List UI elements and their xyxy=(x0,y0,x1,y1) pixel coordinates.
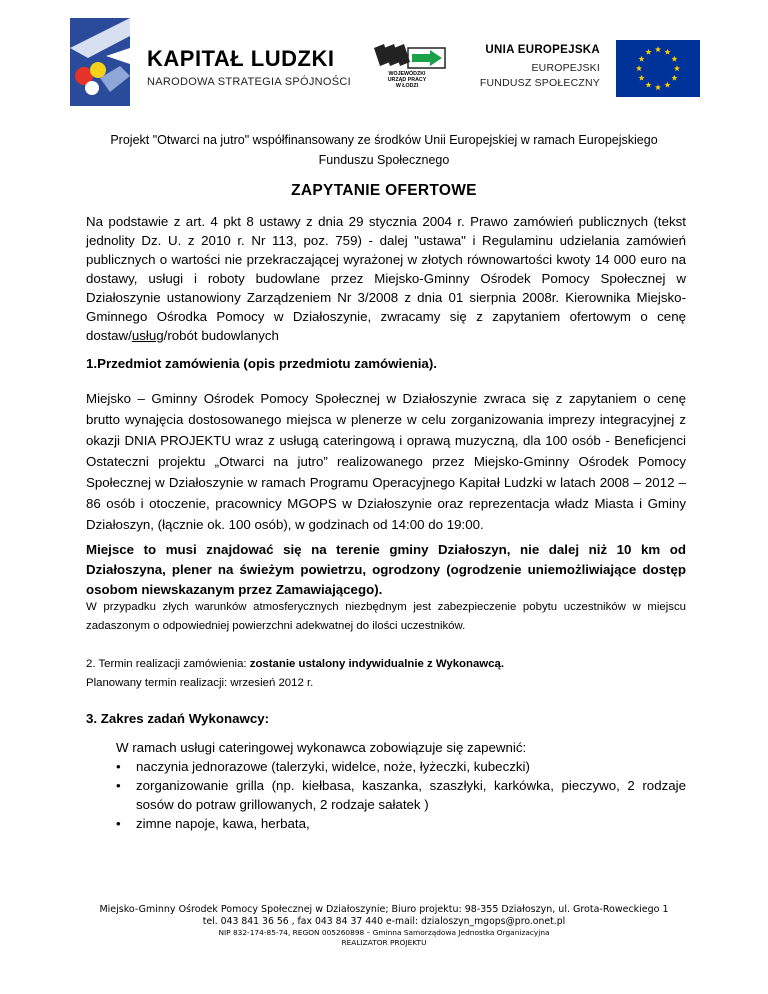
wup-line-1: WOJEWÓDZKI xyxy=(388,71,426,77)
footer-line-1: Miejsko-Gminny Ośrodek Pomocy Społecznej w Działoszynie; Biuro projektu: 98-355 Działoszyn, ul. Grota-Roweckiego 1 xyxy=(99,904,669,915)
document-title: ZAPYTANIE OFERTOWE xyxy=(291,182,477,199)
wup-lodz-logo xyxy=(368,44,446,94)
kapital-ludzki-emblem-icon xyxy=(70,18,130,106)
ue-line-2: FUNDUSZ SPOŁECZNY xyxy=(479,77,600,89)
list-item xyxy=(116,757,686,776)
kapital-ludzki-logo xyxy=(70,18,351,108)
wup-line-2: URZĄD PRACY xyxy=(387,77,427,83)
wup-name xyxy=(368,71,446,89)
eu-flag-icon xyxy=(616,40,700,97)
footer-line-2: tel. 043 841 36 56 , fax 043 84 37 440 e-mail: dzialoszyn_mgops@pro.onet.pl xyxy=(202,916,566,927)
bullet-icon: • xyxy=(116,816,121,831)
ue-efs-logo xyxy=(470,40,700,100)
intro-paragraph xyxy=(86,212,686,345)
intro-underlined-services: usług xyxy=(131,328,164,343)
term-value: zostanie ustalony indywidualnie z Wykonawcą. xyxy=(249,658,505,670)
bullet-icon: • xyxy=(116,778,121,793)
section-3-heading: 3. Zakres zadań Wykonawcy: xyxy=(86,711,270,726)
list-item-text: zimne napoje, kawa, herbata, xyxy=(136,816,310,831)
list-item xyxy=(116,776,686,814)
planned-term: Planowany termin realizacji: wrzesień 2012 r. xyxy=(86,677,314,689)
section-2-term xyxy=(86,655,504,693)
section-3-scope xyxy=(116,738,686,833)
kapital-ludzki-title: KAPITAŁ LUDZKI xyxy=(147,46,335,71)
footer-line-3: NIP 832-174-85-74, REGON 005260898 – Gminna Samorządowa Jednostka Organizacyjna xyxy=(218,928,550,937)
section-1-description: Miejsko – Gminny Ośrodek Pomocy Społecznej w Działoszynie zwraca się z zapytaniem o cenę brutto wynajęcia dostosowanego miejsca w plenerze w celu zorganizowania imprezy integracyjnej z okazji DNIA PROJEKTU wraz z usługą cateringową i oprawą muzyczną, dla 100 osób - Beneficjenci Ostateczni projektu „Otwarci na jutro” realizowanego przez Miejsko-Gminny Ośrodek Pomocy Społecznej w Działoszynie w ramach Programu Operacyjnego Kapitał Ludzki w latach 2008 – 2012 – 86 osób i otoczenie, pracownicy MGOPS w Działoszynie oraz reprezentacja władz Miasta i Gminy Działoszyn, (łącznie ok. 100 osób), w godzinach od 14:00 do 19:00. xyxy=(86,391,686,532)
page-footer xyxy=(60,904,708,948)
bullet-icon: • xyxy=(116,759,121,774)
list-item xyxy=(116,814,686,833)
section-1-heading: 1.Przedmiot zamówienia (opis przedmiotu zamówienia). xyxy=(86,356,437,371)
footer-line-4: REALIZATOR PROJEKTU xyxy=(341,938,427,947)
list-item-text: naczynia jednorazowe (talerzyki, widelce, noże, łyżeczki, kubeczki) xyxy=(136,759,530,774)
project-statement xyxy=(70,130,698,170)
scope-list xyxy=(116,757,686,833)
project-line-2: Funduszu Społecznego xyxy=(318,153,450,167)
ue-title: UNIA EUROPEJSKA xyxy=(485,44,600,56)
ue-line-1: EUROPEJSKI xyxy=(531,62,600,74)
list-item-text: zorganizowanie grilla (np. kiełbasa, kaszanka, szaszłyki, karkówka, pieczywo, 2 rodzaje sosów do potraw grillowanych, 2 rodzaje sałatek ) xyxy=(136,778,686,812)
term-label: 2. Termin realizacji zamówienia: xyxy=(86,658,250,670)
section-1-weather-note: W przypadku złych warunków atmosferycznych niezbędnym jest zabezpieczenie pobytu uczestników w miejscu zadaszonym o odpowiedniej powierzchni adekwatnej do ilości uczestników. xyxy=(86,601,686,632)
intro-text: Na podstawie z art. 4 pkt 8 ustawy z dnia 29 stycznia 2004 r. Prawo zamówień publicznych (tekst jednolity Dz. U. z 2010 r. Nr 113, poz. 759) - dalej "ustawa" i Regulaminu udzielania zamówień publicznych o wartości nie przekraczającej wyrażonej w złotych równowartości kwoty 14 000 euro na dostawy, usługi i roboty budowlane przez Miejsko-Gminny Ośrodek Pomocy Społecznej w Działoszynie ustanowiony Zarządzeniem Nr 3/2008 z dnia 01 sierpnia 2008r. Kierownika Miejsko-Gminnego Ośrodka Pomocy w Działoszynie, zwracamy się z zapytaniem ofertowym o cenę dostaw/ xyxy=(86,214,686,343)
section-1-requirement: Miejsce to musi znajdować się na terenie gminy Działoszyn, nie dalej niż 10 km od Działoszyna, plener na świeżym powietrzu, ogrodzony (ogrodzenie uniemożliwiające dostęp osobom niewskazanym przez Zamawiającego). xyxy=(86,542,686,597)
intro-text-end: /robót budowlanych xyxy=(163,328,279,343)
project-line-1: Projekt "Otwarci na jutro" współfinansowany ze środków Unii Europejskiej w ramach Europejskiego xyxy=(110,133,658,147)
wup-line-3: W ŁODZI xyxy=(395,83,419,89)
wup-arrow-icon xyxy=(368,44,446,71)
scope-intro: W ramach usługi cateringowej wykonawca zobowiązuje się zapewnić: xyxy=(116,740,527,755)
kapital-ludzki-subtitle: NARODOWA STRATEGIA SPÓJNOŚCI xyxy=(147,76,351,88)
